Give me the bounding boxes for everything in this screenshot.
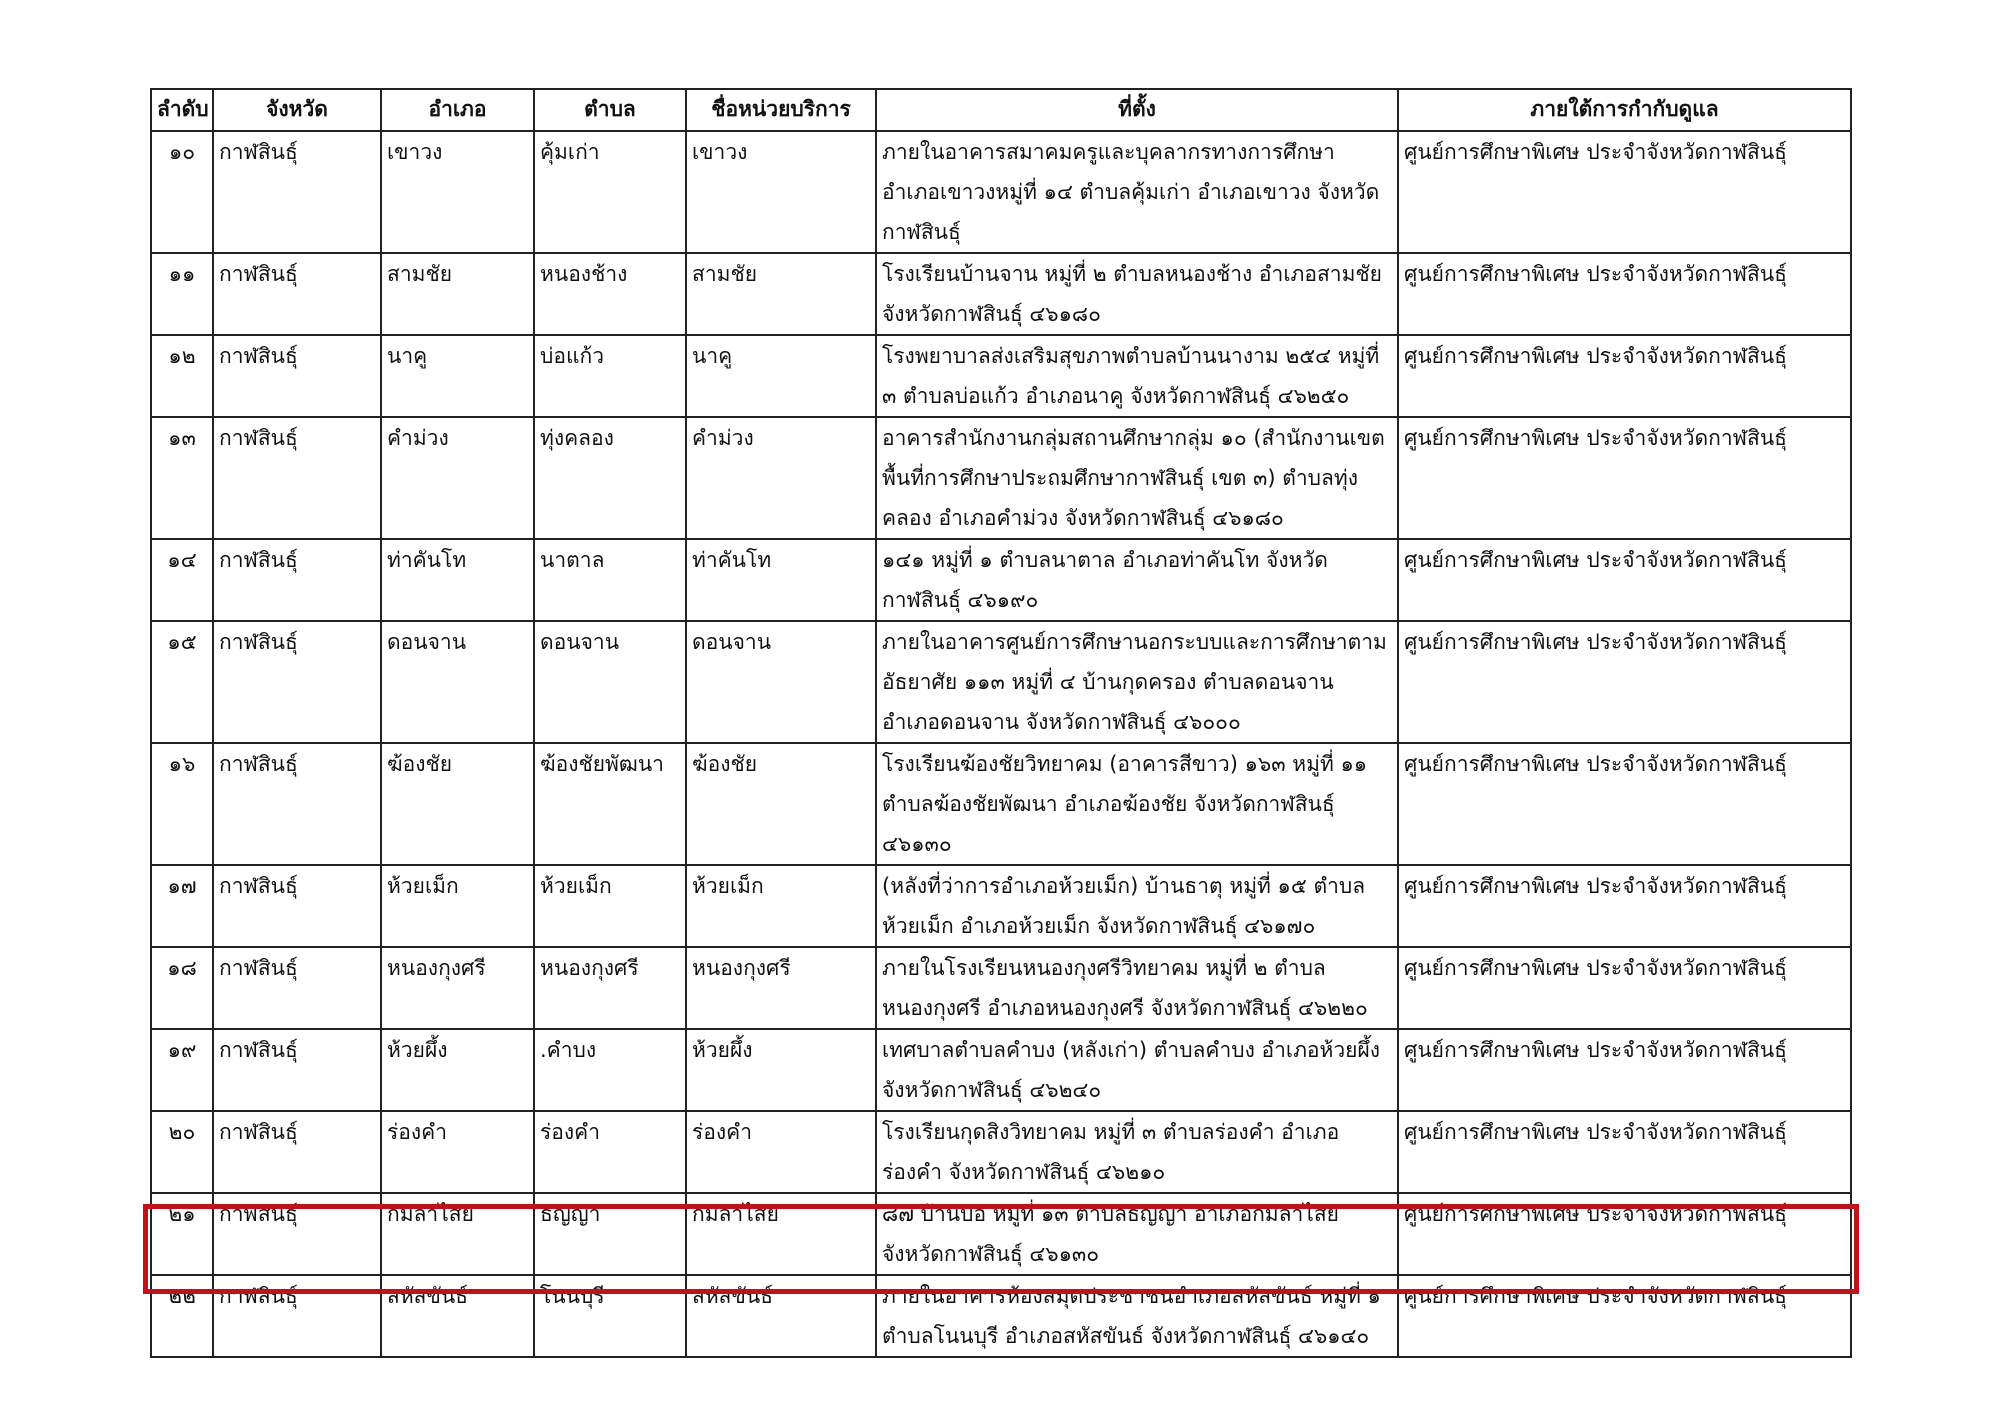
cell-province: กาฬสินธุ์ [213, 1275, 381, 1357]
cell-no: ๑๕ [151, 621, 213, 743]
cell-subdistrict: ร่องคำ [534, 1111, 686, 1193]
cell-location: ภายในอาคารห้องสมุดประชาชนอำเภอสหัสขันธ์ หมู่ที่ ๑ ตำบลโนนบุรี อำเภอสหัสขันธ์ จังหวัดกาฬสินธุ์ ๔๖๑๔๐ [876, 1275, 1398, 1357]
cell-district: ห้วยผึ้ง [381, 1029, 534, 1111]
cell-subdistrict: .คำบง [534, 1029, 686, 1111]
table-row [151, 253, 1851, 335]
cell-subdistrict: ฆ้องชัยพัฒนา [534, 743, 686, 865]
cell-province: กาฬสินธุ์ [213, 621, 381, 743]
cell-province: กาฬสินธุ์ [213, 253, 381, 335]
cell-subdistrict: ทุ่งคลอง [534, 417, 686, 539]
cell-no: ๑๖ [151, 743, 213, 865]
cell-unit: สหัสขันธ์ [686, 1275, 876, 1357]
cell-province: กาฬสินธุ์ [213, 865, 381, 947]
cell-province: กาฬสินธุ์ [213, 539, 381, 621]
cell-subdistrict: หนองกุงศรี [534, 947, 686, 1029]
cell-supervisor: ศูนย์การศึกษาพิเศษ ประจำจังหวัดกาฬสินธุ์ [1398, 1029, 1851, 1111]
cell-unit: หนองกุงศรี [686, 947, 876, 1029]
cell-district: สามชัย [381, 253, 534, 335]
cell-supervisor: ศูนย์การศึกษาพิเศษ ประจำจังหวัดกาฬสินธุ์ [1398, 253, 1851, 335]
cell-district: ห้วยเม็ก [381, 865, 534, 947]
cell-subdistrict: นาตาล [534, 539, 686, 621]
table-row [151, 743, 1851, 865]
cell-supervisor: ศูนย์การศึกษาพิเศษ ประจำจังหวัดกาฬสินธุ์ [1398, 1193, 1851, 1275]
cell-location: ๘๗ บ้านบ่อ หมู่ที่ ๑๓ ตำบลธัญญา อำเภอกมลาไสย จังหวัดกาฬสินธุ์ ๔๖๑๓๐ [876, 1193, 1398, 1275]
header-no: ลำดับ [151, 89, 213, 131]
cell-no: ๑๒ [151, 335, 213, 417]
cell-district: หนองกุงศรี [381, 947, 534, 1029]
cell-unit: สามชัย [686, 253, 876, 335]
cell-district: ดอนจาน [381, 621, 534, 743]
cell-location: ภายในอาคารศูนย์การศึกษานอกระบบและการศึกษาตามอัธยาศัย ๑๑๓ หมู่ที่ ๔ บ้านกุดครอง ตำบลดอนจาน อำเภอดอนจาน จังหวัดกาฬสินธุ์ ๔๖๐๐๐ [876, 621, 1398, 743]
service-unit-table [150, 88, 1852, 1358]
cell-unit: คำม่วง [686, 417, 876, 539]
cell-no: ๒๒ [151, 1275, 213, 1357]
cell-location: อาคารสำนักงานกลุ่มสถานศึกษากลุ่ม ๑๐ (สำนักงานเขตพื้นที่การศึกษาประถมศึกษากาฬสินธุ์ เขต ๓) ตำบลทุ่งคลอง อำเภอคำม่วง จังหวัดกาฬสินธุ์ ๔๖๑๘๐ [876, 417, 1398, 539]
table-body [151, 131, 1851, 1357]
table-row [151, 1193, 1851, 1275]
cell-province: กาฬสินธุ์ [213, 335, 381, 417]
cell-subdistrict: ห้วยเม็ก [534, 865, 686, 947]
cell-district: ท่าคันโท [381, 539, 534, 621]
table-row [151, 131, 1851, 253]
cell-unit: ห้วยเม็ก [686, 865, 876, 947]
cell-no: ๒๐ [151, 1111, 213, 1193]
cell-supervisor: ศูนย์การศึกษาพิเศษ ประจำจังหวัดกาฬสินธุ์ [1398, 539, 1851, 621]
cell-district: สหัสขันธ์ [381, 1275, 534, 1357]
table-row [151, 1275, 1851, 1357]
cell-supervisor: ศูนย์การศึกษาพิเศษ ประจำจังหวัดกาฬสินธุ์ [1398, 1275, 1851, 1357]
cell-supervisor: ศูนย์การศึกษาพิเศษ ประจำจังหวัดกาฬสินธุ์ [1398, 131, 1851, 253]
cell-subdistrict: ดอนจาน [534, 621, 686, 743]
cell-location: ๑๔๑ หมู่ที่ ๑ ตำบลนาตาล อำเภอท่าคันโท จังหวัดกาฬสินธุ์ ๔๖๑๙๐ [876, 539, 1398, 621]
cell-no: ๑๙ [151, 1029, 213, 1111]
cell-district: นาคู [381, 335, 534, 417]
cell-no: ๑๗ [151, 865, 213, 947]
cell-province: กาฬสินธุ์ [213, 947, 381, 1029]
cell-supervisor: ศูนย์การศึกษาพิเศษ ประจำจังหวัดกาฬสินธุ์ [1398, 1111, 1851, 1193]
cell-unit: ฆ้องชัย [686, 743, 876, 865]
cell-district: ฆ้องชัย [381, 743, 534, 865]
table-row [151, 947, 1851, 1029]
cell-province: กาฬสินธุ์ [213, 1193, 381, 1275]
cell-unit: ห้วยผึ้ง [686, 1029, 876, 1111]
header-subdistrict: ตำบล [534, 89, 686, 131]
cell-no: ๒๑ [151, 1193, 213, 1275]
cell-unit: ดอนจาน [686, 621, 876, 743]
cell-subdistrict: โนนบุรี [534, 1275, 686, 1357]
header-location: ที่ตั้ง [876, 89, 1398, 131]
cell-location: โรงเรียนกุดสิงวิทยาคม หมู่ที่ ๓ ตำบลร่องคำ อำเภอร่องคำ จังหวัดกาฬสินธุ์ ๔๖๒๑๐ [876, 1111, 1398, 1193]
cell-supervisor: ศูนย์การศึกษาพิเศษ ประจำจังหวัดกาฬสินธุ์ [1398, 621, 1851, 743]
cell-no: ๑๓ [151, 417, 213, 539]
cell-location: (หลังที่ว่าการอำเภอห้วยเม็ก) บ้านธาตุ หมู่ที่ ๑๕ ตำบลห้วยเม็ก อำเภอห้วยเม็ก จังหวัดกาฬสินธุ์ ๔๖๑๗๐ [876, 865, 1398, 947]
cell-subdistrict: หนองช้าง [534, 253, 686, 335]
table-header-row [151, 89, 1851, 131]
cell-location: ภายในอาคารสมาคมครูและบุคลากรทางการศึกษาอำเภอเขาวงหมู่ที่ ๑๔ ตำบลคุ้มเก่า อำเภอเขาวง จังหวัดกาฬสินธุ์ [876, 131, 1398, 253]
table-row [151, 1029, 1851, 1111]
cell-unit: กมลาไสย [686, 1193, 876, 1275]
cell-unit: นาคู [686, 335, 876, 417]
cell-province: กาฬสินธุ์ [213, 743, 381, 865]
cell-unit: เขาวง [686, 131, 876, 253]
cell-district: ร่องคำ [381, 1111, 534, 1193]
cell-supervisor: ศูนย์การศึกษาพิเศษ ประจำจังหวัดกาฬสินธุ์ [1398, 947, 1851, 1029]
cell-supervisor: ศูนย์การศึกษาพิเศษ ประจำจังหวัดกาฬสินธุ์ [1398, 743, 1851, 865]
cell-province: กาฬสินธุ์ [213, 131, 381, 253]
cell-supervisor: ศูนย์การศึกษาพิเศษ ประจำจังหวัดกาฬสินธุ์ [1398, 335, 1851, 417]
cell-location: โรงเรียนบ้านจาน หมู่ที่ ๒ ตำบลหนองช้าง อำเภอสามชัย จังหวัดกาฬสินธุ์ ๔๖๑๘๐ [876, 253, 1398, 335]
table-row [151, 1111, 1851, 1193]
cell-district: คำม่วง [381, 417, 534, 539]
header-supervisor: ภายใต้การกำกับดูแล [1398, 89, 1851, 131]
cell-unit: ร่องคำ [686, 1111, 876, 1193]
cell-subdistrict: ธัญญา [534, 1193, 686, 1275]
cell-no: ๑๘ [151, 947, 213, 1029]
table-row [151, 539, 1851, 621]
cell-province: กาฬสินธุ์ [213, 1111, 381, 1193]
cell-unit: ท่าคันโท [686, 539, 876, 621]
cell-location: เทศบาลตำบลคำบง (หลังเก่า) ตำบลคำบง อำเภอห้วยผึ้ง จังหวัดกาฬสินธุ์ ๔๖๒๔๐ [876, 1029, 1398, 1111]
cell-province: กาฬสินธุ์ [213, 417, 381, 539]
table-row [151, 335, 1851, 417]
cell-no: ๑๐ [151, 131, 213, 253]
cell-location: โรงพยาบาลส่งเสริมสุขภาพตำบลบ้านนางาม ๒๕๔ หมู่ที่ ๓ ตำบลบ่อแก้ว อำเภอนาคู จังหวัดกาฬสินธุ์ ๔๖๒๕๐ [876, 335, 1398, 417]
table-row [151, 865, 1851, 947]
header-unit: ชื่อหน่วยบริการ [686, 89, 876, 131]
table-row [151, 417, 1851, 539]
cell-subdistrict: คุ้มเก่า [534, 131, 686, 253]
cell-district: เขาวง [381, 131, 534, 253]
table-row [151, 621, 1851, 743]
cell-province: กาฬสินธุ์ [213, 1029, 381, 1111]
header-district: อำเภอ [381, 89, 534, 131]
cell-district: กมลาไสย [381, 1193, 534, 1275]
cell-no: ๑๔ [151, 539, 213, 621]
cell-supervisor: ศูนย์การศึกษาพิเศษ ประจำจังหวัดกาฬสินธุ์ [1398, 865, 1851, 947]
cell-subdistrict: บ่อแก้ว [534, 335, 686, 417]
header-province: จังหวัด [213, 89, 381, 131]
cell-location: ภายในโรงเรียนหนองกุงศรีวิทยาคม หมู่ที่ ๒ ตำบลหนองกุงศรี อำเภอหนองกุงศรี จังหวัดกาฬสินธุ์ ๔๖๒๒๐ [876, 947, 1398, 1029]
cell-location: โรงเรียนฆ้องชัยวิทยาคม (อาคารสีขาว) ๑๖๓ หมู่ที่ ๑๑ ตำบลฆ้องชัยพัฒนา อำเภอฆ้องชัย จังหวัดกาฬสินธุ์ ๔๖๑๓๐ [876, 743, 1398, 865]
cell-no: ๑๑ [151, 253, 213, 335]
cell-supervisor: ศูนย์การศึกษาพิเศษ ประจำจังหวัดกาฬสินธุ์ [1398, 417, 1851, 539]
